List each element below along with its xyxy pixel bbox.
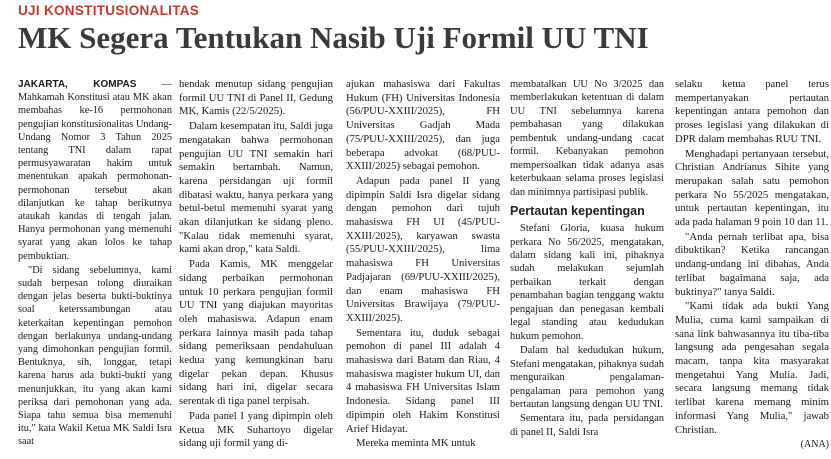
paragraph: Stefani Gloria, kuasa hukum perkara No 56/2025, mengatakan, dalam sidang kali ini, pihaknya sudah melakukan sejumlah perbaikan terkait dengan penambahan bagian tenggang waktu pengajuan dan penegasan kembali legal standing atau kedudukan hukum pemohon. [510,223,664,342]
paragraph: Dalam kesempatan itu, Saldi juga mengatakan bahwa permohonan pengujian UU TNI semakin hari semakin bertambah. Namun, karena persidangan uji formil dibatasi waktu, hanya perkara yang betul-betul memenuhi syarat yang akan dilanjutkan ke sidang pleno. "Kalau tidak memenuhi syarat, kami akan drop," kata Saldi. [179,120,333,256]
paragraph-text: — Mahkamah Konstitusi atau MK akan membahas ke-16 permohonan pengujian konstitusionalitas Undang-Undang Nomor 3 Tahun 2025 tentang TNI dalam rapat permusyawaratan hakim untuk menentukan apakah permohonan-permohonan tersebut akan dilanjutkan ke tahap berikutnya ataukah kandas di tengah jalan. Hanya permohonan yang memenuhi syarat yang akan lolos ke tahap pembuktian. [18,79,172,262]
paragraph: Menghadapi pertanyaan tersebut, Christian Andrianus Sihite yang merupakan salah satu pemohon perkara No 55/2025 mengatakan, untuk pertautan kepentingan, itu ada pada halaman 9 poin 10 dan 11. [675,147,829,229]
paragraph: Dalam hal kedudukan hukum, Stefani mengatakan, pihaknya sudah menguraikan pengalaman-pengalaman para pemohon yang bertautan langsung dengan UU TNI. [510,345,664,410]
paragraph: hendak menutup sidang pengujian formil UU TNI di Panel II, Gedung MK, Kamis (22/5/2025). [179,78,333,118]
subheading: Pertautan kepentingan [510,204,645,219]
article-column-5 [675,78,829,452]
paragraph: Adapun pada panel II yang dipimpin Saldi Isra digelar sidang dengan pemohon dari tujuh mahasiswa FH UI (45/PUU-XXIII/2025), karyawan swasta (55/PUU-XXIII/2025), lima mahasiswa FH Universitas Padjajaran (69/PUU-XXIII/2025), dan enam mahasiswa FH Universitas Brawijaya (79/PUU-XXIII/2025). [346,174,500,324]
paragraph: Pada Kamis, MK menggelar sidang perbaikan permohonan untuk 10 perkara pengujian formil UU TNI yang diajukan mayoritas oleh mahasiswa. Adapun enam perkara lainnya masih pada tahap sidang pemeriksaan pendahuluan kedua yang kemungkinan baru digelar pekan depan. Khusus sidang hari ini, digelar secara serentak di tiga panel terpisah. [179,258,333,408]
article-column-1 [18,78,172,450]
paragraph: "Kami tidak ada bukti Yang Mulia, cuma kami sampaikan di sana link bahwasannya itu tiba-tiba langsung ada pengesahan segala macam, tanpa kita masyarakat mengetahui Yang Mulia. Jadi, secara langsung memang tidak terlibat karena memang minim informasi Yang Mulia," jawab Christian. [675,300,829,436]
paragraph: Sementara itu, pada persidangan di panel II, Saldi Isra [510,413,664,438]
paragraph: Sementara itu, duduk sebagai pemohon di panel III adalah 4 mahasiswa dari Batam dan Riau, 4 mahasiswa magister hukum UI, dan 4 mahasiswa FH Universitas Islam Indonesia. Sidang panel III dipimpin oleh Hakim Konstitusi Arief Hidayat. [346,326,500,435]
paragraph: membatalkan UU No 3/2025 dan memberlakukan ketentuan di dalam UU TNI sebelumnya karena pembahasan yang dilakukan pembentuk undang-undang cacat formil. Kebanyakan pemohon mempersoalkan tidak adanya asas keterbukaan selama proses legislasi dan minimnya partisipasi publik. [510,79,664,198]
article-column-3 [346,78,500,452]
paragraph: Mereka meminta MK untuk [356,437,476,450]
paragraph: ajukan mahasiswa dari Fakultas Hukum (FH) Universitas Indonesia (56/PUU-XXIII/2025), FH Universitas Gadjah Mada (75/PUU-XXIII/2025), dan juga beberapa advokat (68/PUU-XXIII/2025) sebagai pemohon. [346,78,500,173]
paragraph [18,78,172,263]
section-kicker: UJI KONSTITUSIONALITAS [18,3,200,18]
article-headline: MK Segera Tentukan Nasib Uji Formil UU TNI [18,20,649,55]
paragraph: Pada panel I yang dipimpin oleh Ketua MK Suhartoyo digelar sidang uji formil yang di- [179,409,333,450]
article-column-2 [179,78,333,452]
dateline: JAKARTA, KOMPAS [18,79,137,90]
paragraph: "Di sidang sebelumnya, kami sudah berpesan tolong diuraikan dengan jelas beserta bukti-buktinya soal keterssambungan atau keterkaitan kepentingan pemohon dengan berlakunya undang-undang yang dimohonkan pengujian formil. Bentuknya, sih, longgar, tetapi karena harus ada bukti-bukti yang menunjukkan, itu yang akan kami periksa dari pemohonan yang ada. Siapa tahu semua bisa memenuhi itu," kata Wakil Ketua MK Saldi Isra saat [18,264,172,448]
paragraph: "Anda pernah terlibat apa, bisa dibuktikan? Ketika rancangan undang-undang ini dibahas, Anda terlibat bagaimana saja, ada buktinya?" tanya Saldi. [675,230,829,298]
article-column-4 [510,78,664,440]
paragraph: selaku ketua panel terus mempertanyakan pertautan kepentingan antara pemohon dan proses legislasi yang dilakukan di DPR dalam membahas RUU TNI. [675,78,829,145]
author-credit: (ANA) [800,439,829,451]
